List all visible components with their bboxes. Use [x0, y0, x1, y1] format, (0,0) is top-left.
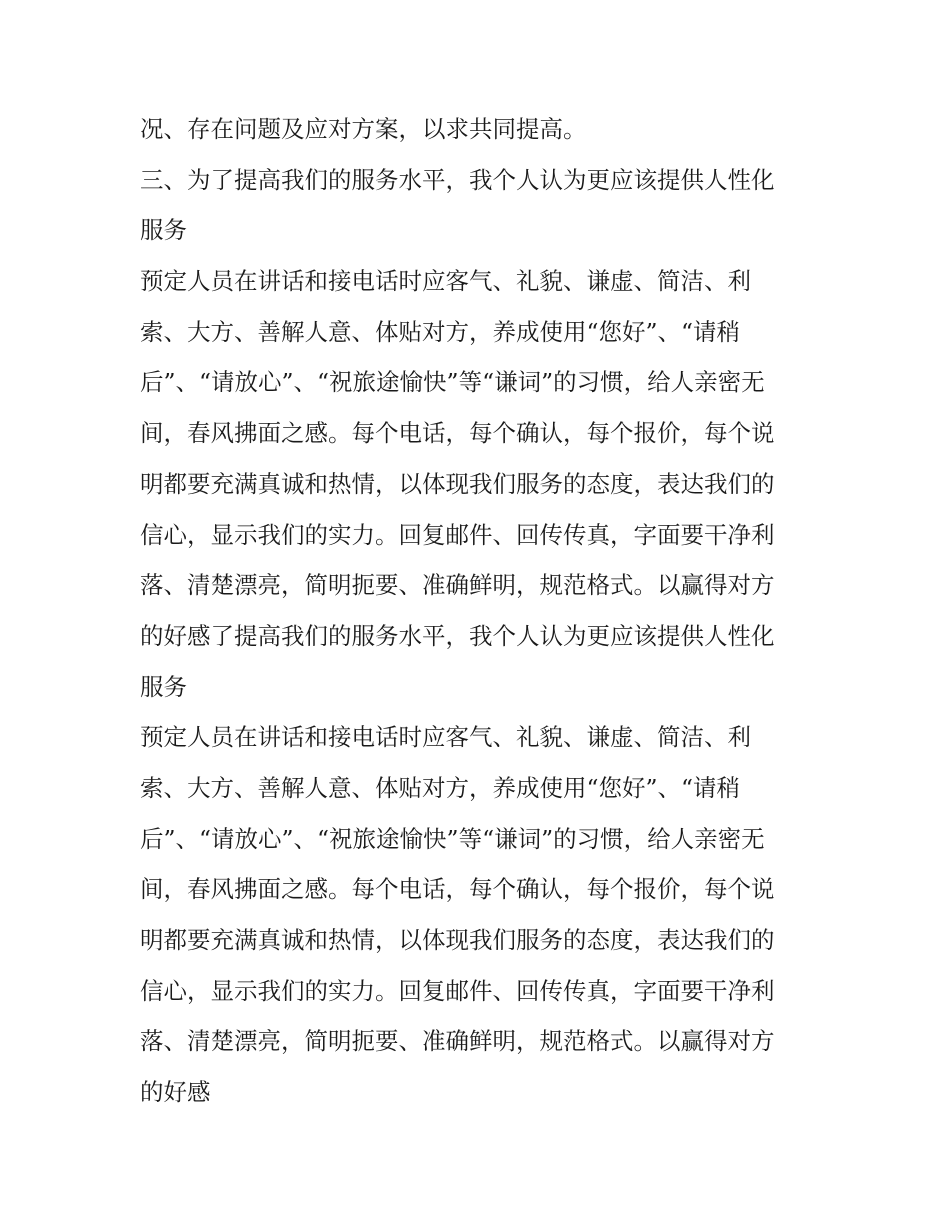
text-line: 明都要充满真诚和热情，以体现我们服务的态度，表达我们的 — [140, 469, 775, 498]
text-line: 预定人员在讲话和接电话时应客气、礼貌、谦虚、简洁、利 — [140, 723, 751, 752]
text-line: 的好感了提高我们的服务水平，我个人认为更应该提供人性化 — [140, 621, 775, 650]
text-line: 索、大方、善解人意、体贴对方，养成使用“您好”、“请稍 — [140, 317, 741, 346]
text-line: 预定人员在讲话和接电话时应客气、礼貌、谦虚、简洁、利 — [140, 267, 751, 296]
text-line: 的好感 — [140, 1078, 211, 1107]
text-line: 信心，显示我们的实力。回复邮件、回传传真，字面要干净利 — [140, 976, 775, 1005]
section-heading-line: 三、为了提高我们的服务水平，我个人认为更应该提供人性化 — [140, 165, 775, 194]
text-line: 后”、“请放心”、“祝旅途愉快”等“谦词”的习惯，给人亲密无 — [140, 368, 765, 397]
text-line: 间，春风拂面之感。每个电话，每个确认，每个报价，每个说 — [140, 875, 775, 904]
text-line: 服务 — [140, 672, 187, 701]
text-line: 间，春风拂面之感。每个电话，每个确认，每个报价，每个说 — [140, 419, 775, 448]
text-line: 索、大方、善解人意、体贴对方，养成使用“您好”、“请稍 — [140, 773, 741, 802]
text-line: 明都要充满真诚和热情，以体现我们服务的态度，表达我们的 — [140, 926, 775, 954]
text-line: 落、清楚漂亮，简明扼要、准确鲜明，规范格式。以赢得对方 — [140, 1027, 775, 1056]
section-heading-line: 服务 — [140, 216, 187, 245]
text-line: 后”、“请放心”、“祝旅途愉快”等“谦词”的习惯，给人亲密无 — [140, 824, 765, 853]
document-body — [140, 104, 820, 1118]
text-line: 况、存在问题及应对方案，以求共同提高。 — [140, 115, 587, 143]
text-line: 信心，显示我们的实力。回复邮件、回传传真，字面要干净利 — [140, 520, 775, 549]
text-line: 落、清楚漂亮，简明扼要、准确鲜明，规范格式。以赢得对方 — [140, 571, 775, 600]
